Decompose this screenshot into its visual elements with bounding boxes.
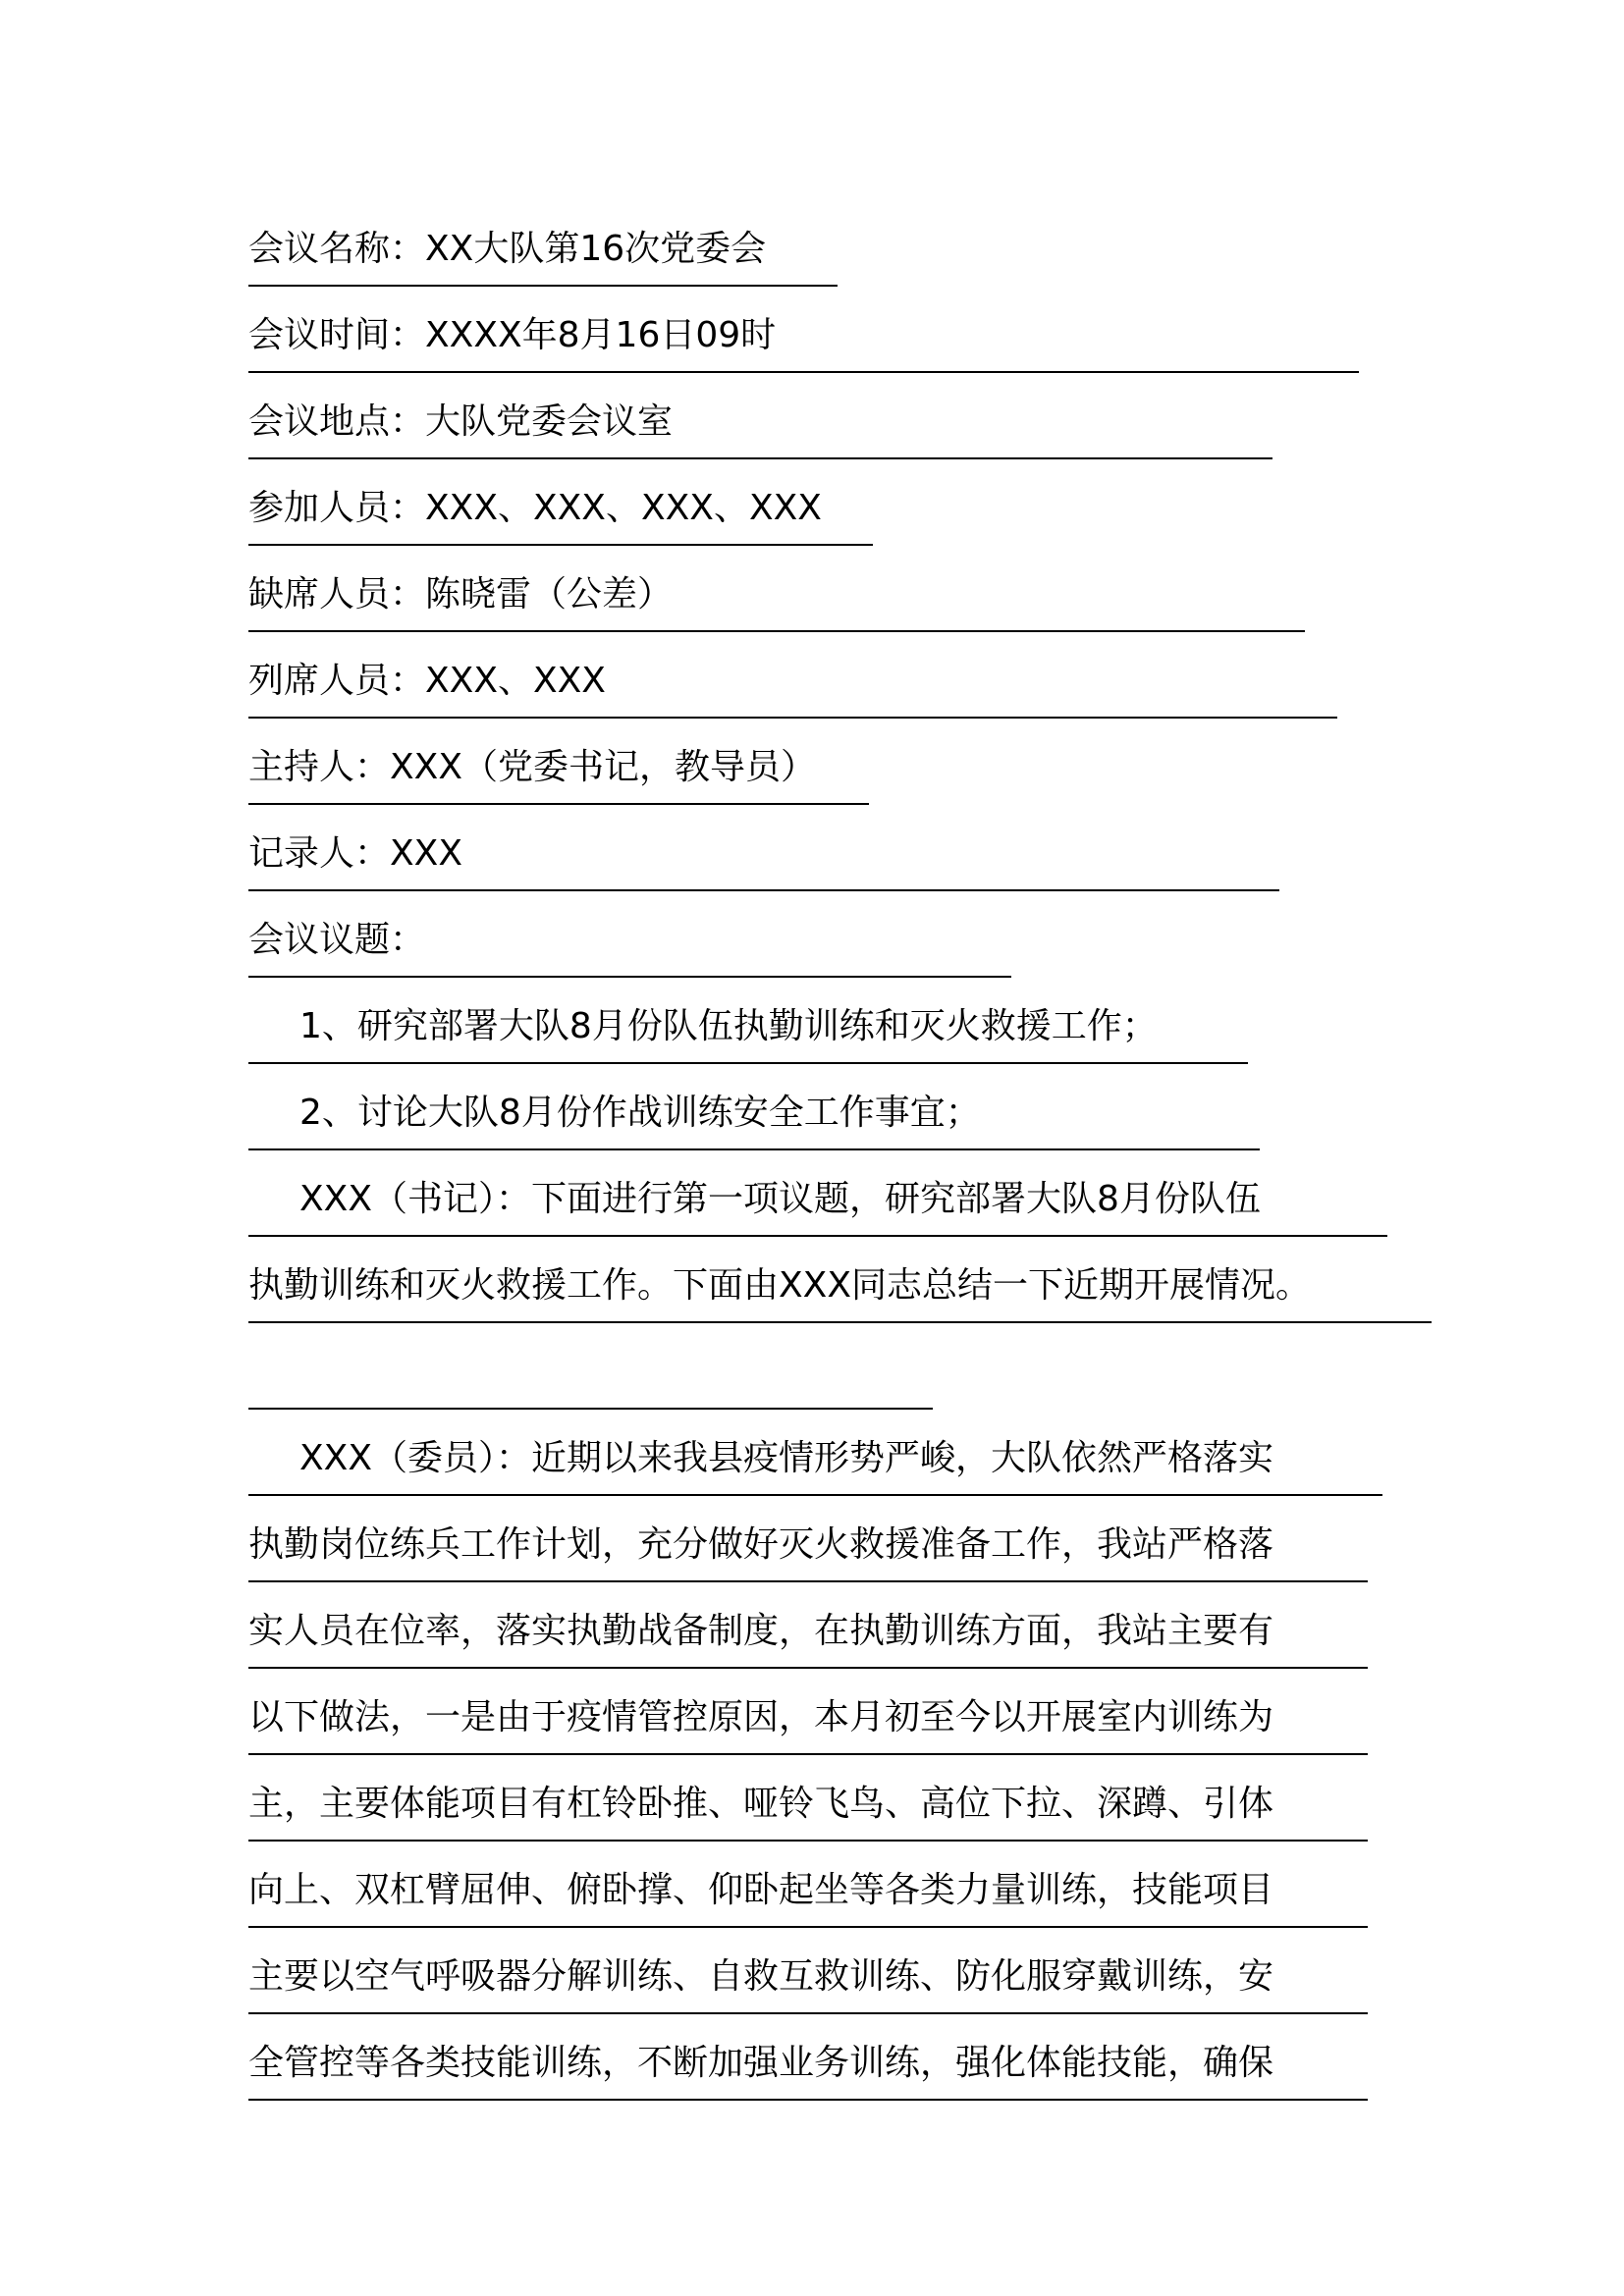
attendees-text: 参加人员：XXX、XXX、XXX、XXX [248, 488, 822, 528]
topic-item [248, 1092, 1260, 1150]
meeting-time-line [248, 314, 1359, 373]
nonvoting-attendees-text: 列席人员：XXX、XXX [248, 661, 606, 701]
host-line [248, 746, 869, 805]
nonvoting-attendees-line [248, 660, 1337, 719]
member-speech-line [248, 1523, 1368, 1582]
topic-item-text: 1、研究部署大队8月份队伍执勤训练和灭火救援工作； [299, 1006, 1158, 1046]
member-speech-line [248, 1696, 1368, 1755]
topic-item [248, 1005, 1248, 1064]
host-text: 主持人：XXX（党委书记，教导员） [248, 747, 816, 787]
absent-text: 缺席人员：陈晓雷（公差） [248, 574, 674, 614]
recorder-text: 记录人：XXX [248, 833, 462, 874]
member-speech-text: 主要以空气呼吸器分解训练、自救互救训练、防化服穿戴训练，安 [248, 1956, 1274, 1997]
member-speech-line [248, 1869, 1368, 1928]
member-speech-text: 向上、双杠臂屈伸、俯卧撑、仰卧起坐等各类力量训练，技能项目 [248, 1870, 1274, 1910]
member-speech-line [248, 1783, 1368, 1842]
member-speech-line [248, 1955, 1368, 2014]
meeting-place-text: 会议地点：大队党委会议室 [248, 401, 674, 442]
meeting-name-text: 会议名称：XX大队第16次党委会 [248, 229, 767, 269]
attendees-line [248, 487, 873, 546]
recorder-line [248, 832, 1279, 891]
member-speech-text: 主，主要体能项目有杠铃卧推、哑铃飞鸟、高位下拉、深蹲、引体 [248, 1784, 1274, 1824]
topics-label-line [248, 919, 1011, 978]
meeting-place-line [248, 400, 1272, 459]
secretary-speech-text: 执勤训练和灭火救援工作。下面由XXX同志总结一下近期开展情况。 [248, 1265, 1311, 1306]
topic-item-text: 2、讨论大队8月份作战训练安全工作事宜； [299, 1093, 981, 1133]
topics-label-text: 会议议题： [248, 920, 426, 960]
member-speech-text: XXX（委员）：近期以来我县疫情形势严峻，大队依然严格落实 [299, 1438, 1273, 1478]
meeting-time-text: 会议时间：XXXX年8月16日09时 [248, 315, 777, 355]
member-speech-line [248, 1610, 1368, 1669]
member-speech-line [248, 1437, 1382, 1496]
blank-fill-line [248, 1351, 933, 1410]
secretary-speech-line [248, 1178, 1387, 1237]
member-speech-text: 全管控等各类技能训练，不断加强业务训练，强化体能技能，确保 [248, 2043, 1274, 2083]
member-speech-text: 实人员在位率，落实执勤战备制度，在执勤训练方面，我站主要有 [248, 1611, 1274, 1651]
absent-line [248, 573, 1305, 632]
meeting-name-line [248, 228, 838, 287]
secretary-speech-text: XXX（书记）：下面进行第一项议题，研究部署大队8月份队伍 [299, 1179, 1261, 1219]
secretary-speech-line [248, 1264, 1432, 1323]
member-speech-line [248, 2042, 1368, 2101]
member-speech-text: 以下做法，一是由于疫情管控原因，本月初至今以开展室内训练为 [248, 1697, 1274, 1737]
member-speech-text: 执勤岗位练兵工作计划，充分做好灭火救援准备工作，我站严格落 [248, 1524, 1274, 1565]
